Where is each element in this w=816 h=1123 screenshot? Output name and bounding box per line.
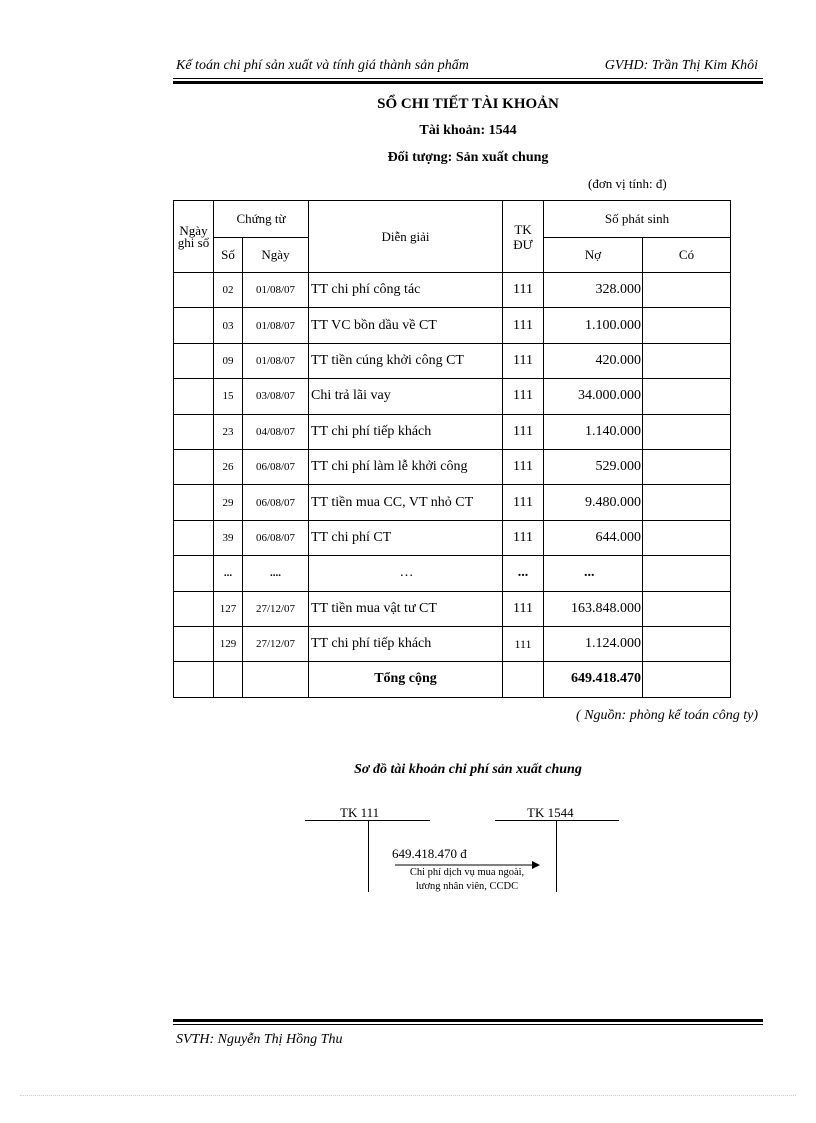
cell-ngay: 01/08/07	[243, 343, 309, 378]
cell-so: 09	[214, 343, 243, 378]
table-row	[174, 449, 731, 484]
t-account-right-stem	[556, 820, 557, 892]
cell-co	[643, 485, 731, 520]
cell-ngay-ghi-so	[174, 379, 214, 414]
header-ngay: Ngày	[243, 238, 309, 273]
table-row	[174, 520, 731, 555]
t-account-left-stem	[368, 820, 369, 892]
diagram-description-line1: Chi phí dịch vụ mua ngoài,	[409, 867, 525, 878]
header-rule-thick	[173, 81, 763, 84]
table-row	[174, 626, 731, 661]
ledger-table	[173, 200, 731, 698]
header-right-text: GVHD: Trần Thị Kim Khôi	[604, 58, 758, 73]
cell-dien-giai: TT chi phí làm lễ khởi công	[309, 449, 503, 484]
header-so: Số	[214, 238, 243, 273]
cell-so: ...	[214, 556, 243, 591]
cell-ngay-ghi-so	[174, 556, 214, 591]
cell-tk: 111	[503, 414, 544, 449]
cell-tk: 111	[503, 449, 544, 484]
cell-ngay-ghi-so	[174, 520, 214, 555]
cell-so: 15	[214, 379, 243, 414]
document-title: SỔ CHI TIẾT TÀI KHOẢN	[377, 96, 559, 112]
cell-dien-giai: TT tiền cúng khởi công CT	[309, 343, 503, 378]
cell-ngay: 27/12/07	[243, 626, 309, 661]
t-account-right-top	[495, 820, 619, 821]
cell-tk: 111	[503, 379, 544, 414]
cell-ngay-ghi-so	[174, 273, 214, 308]
footer-rule-thin	[173, 1024, 763, 1025]
header-left-text: Kế toán chi phí sản xuất và tính giá thành sản phẩm	[176, 58, 469, 73]
cell-ngay-ghi-so	[174, 485, 214, 520]
cell-so: 127	[214, 591, 243, 626]
cell-no: 1.140.000	[544, 414, 643, 449]
cell-dien-giai: TT VC bồn dầu về CT	[309, 308, 503, 343]
cell-ngay: 06/08/07	[243, 485, 309, 520]
cell-no: 328.000	[544, 273, 643, 308]
cell-so: 03	[214, 308, 243, 343]
header-rule-thin	[173, 78, 763, 79]
cell-so: 39	[214, 520, 243, 555]
cell-so: 23	[214, 414, 243, 449]
cell-co	[643, 414, 731, 449]
cell-no: 529.000	[544, 449, 643, 484]
cell-dien-giai: TT tiền mua CC, VT nhỏ CT	[309, 485, 503, 520]
cell-dien-giai: TT tiền mua vật tư CT	[309, 591, 503, 626]
diagram-description-line2: lương nhân viên, CCDC	[415, 881, 519, 892]
cell-co	[643, 273, 731, 308]
cell-no: 644.000	[544, 520, 643, 555]
header-so-phat-sinh: Số phát sinh	[544, 201, 731, 238]
cell-co	[643, 591, 731, 626]
header-dien-giai: Diễn giải	[309, 201, 503, 273]
cell-co	[643, 379, 731, 414]
cell-ngay: 04/08/07	[243, 414, 309, 449]
cell-ngay: 03/08/07	[243, 379, 309, 414]
cell-dien-giai: TT chi phí tiếp khách	[309, 626, 503, 661]
cell-co	[643, 556, 731, 591]
cell-dien-giai: TT chi phí CT	[309, 520, 503, 555]
source-note: ( Nguồn: phòng kế toán công ty)	[576, 708, 758, 723]
cell-tk: 111	[503, 485, 544, 520]
cell-so: 29	[214, 485, 243, 520]
table-row	[174, 485, 731, 520]
cell-dien-giai: TT chi phí công tác	[309, 273, 503, 308]
cell-empty	[174, 662, 214, 697]
cell-empty	[503, 662, 544, 697]
footer-text: SVTH: Nguyễn Thị Hồng Thu	[176, 1032, 343, 1047]
table-row	[174, 379, 731, 414]
cell-empty	[214, 662, 243, 697]
total-row	[174, 662, 731, 697]
cell-so: 129	[214, 626, 243, 661]
table-row	[174, 273, 731, 308]
total-no: 649.418.470	[544, 662, 643, 697]
total-co	[643, 662, 731, 697]
cell-no: 1.100.000	[544, 308, 643, 343]
table-row	[174, 414, 731, 449]
cell-tk: 111	[503, 308, 544, 343]
cell-co	[643, 343, 731, 378]
diagram-description	[387, 866, 547, 894]
footer-rule-thick	[173, 1019, 763, 1022]
cell-tk: 111	[503, 591, 544, 626]
header-chung-tu: Chứng từ	[214, 201, 309, 238]
total-label: Tổng cộng	[309, 662, 503, 697]
cell-tk: 111	[503, 343, 544, 378]
cell-co	[643, 449, 731, 484]
cell-co	[643, 626, 731, 661]
cell-dien-giai: …	[309, 556, 503, 591]
cell-ngay-ghi-so	[174, 626, 214, 661]
cell-ngay-ghi-so	[174, 591, 214, 626]
cell-dien-giai: Chi trả lãi vay	[309, 379, 503, 414]
cell-dien-giai: TT chi phí tiếp khách	[309, 414, 503, 449]
cell-ngay-ghi-so	[174, 343, 214, 378]
cell-tk: 111	[503, 626, 544, 661]
account-left-label: TK 111	[340, 805, 380, 820]
table-row	[174, 343, 731, 378]
cell-so: 02	[214, 273, 243, 308]
cell-ngay: ....	[243, 556, 309, 591]
header-tk-du: TK ĐƯ	[503, 201, 544, 273]
cell-no: 34.000.000	[544, 379, 643, 414]
account-right-label: TK 1544	[527, 805, 574, 820]
cell-ngay-ghi-so	[174, 414, 214, 449]
diagram-title: Sơ đồ tài khoản chi phí sản xuất chung	[354, 762, 582, 777]
unit-note: (đơn vị tính: đ)	[588, 176, 667, 191]
cell-tk: 111	[503, 520, 544, 555]
cell-tk: 111	[503, 273, 544, 308]
cell-ngay-ghi-so	[174, 449, 214, 484]
header-ngay-ghi-so: Ngày ghi sổ	[174, 201, 214, 273]
header-no: Nợ	[544, 238, 643, 273]
cell-tk: ...	[503, 556, 544, 591]
object-line: Đối tượng: Sản xuất chung	[387, 150, 549, 165]
cell-ngay: 01/08/07	[243, 308, 309, 343]
table-row	[174, 556, 731, 591]
cell-no: 163.848.000	[544, 591, 643, 626]
diagram-amount: 649.418.470 đ	[392, 846, 467, 861]
cell-ngay: 06/08/07	[243, 520, 309, 555]
page-bottom-border	[20, 1095, 796, 1096]
header-co: Có	[643, 238, 731, 273]
cell-so: 26	[214, 449, 243, 484]
account-line: Tài khoản: 1544	[419, 123, 517, 138]
cell-ngay-ghi-so	[174, 308, 214, 343]
cell-ngay: 01/08/07	[243, 273, 309, 308]
cell-co	[643, 308, 731, 343]
cell-no: 9.480.000	[544, 485, 643, 520]
cell-empty	[243, 662, 309, 697]
table-row	[174, 308, 731, 343]
cell-ngay: 27/12/07	[243, 591, 309, 626]
cell-co	[643, 520, 731, 555]
cell-no: 1.124.000	[544, 626, 643, 661]
table-row	[174, 591, 731, 626]
cell-no: 420.000	[544, 343, 643, 378]
cell-no: ...	[544, 556, 643, 591]
cell-ngay: 06/08/07	[243, 449, 309, 484]
